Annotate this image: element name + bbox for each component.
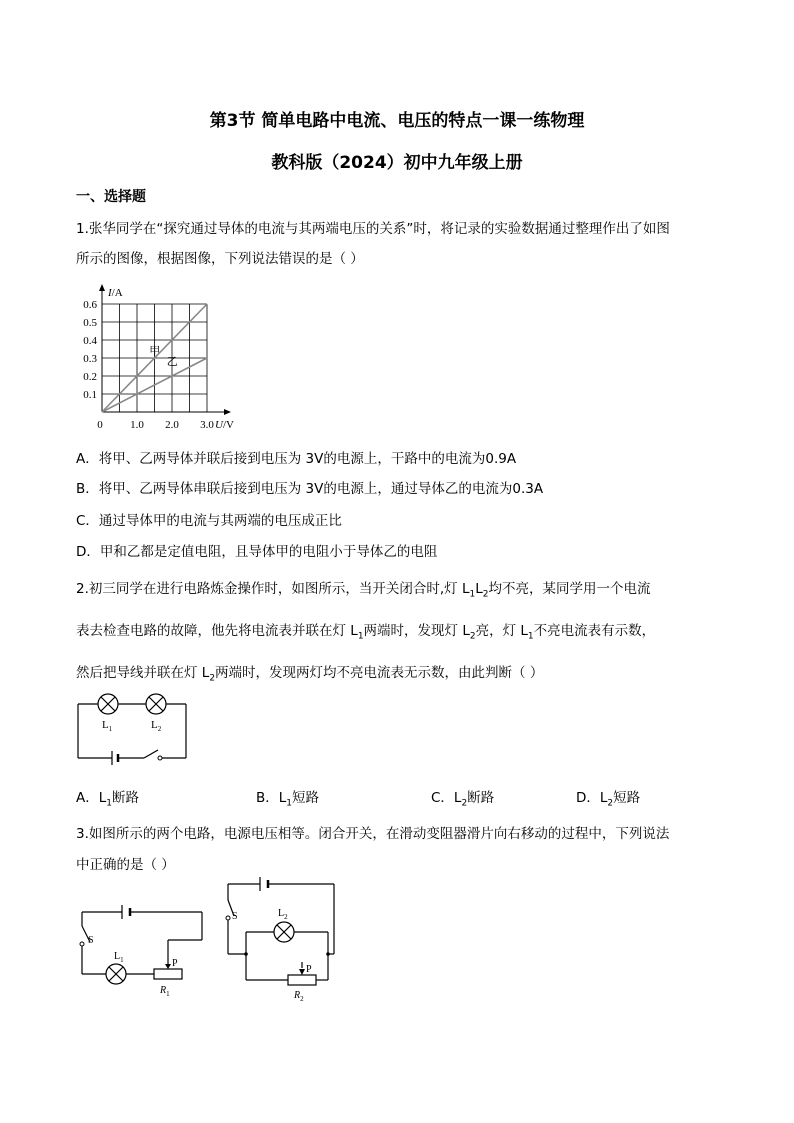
battery-icon: [112, 751, 118, 765]
x-axis-arrow-icon: [224, 409, 231, 415]
y-axis-label: I/A: [108, 287, 123, 299]
q1-stem-line2: 所示的图像，根据图像，下列说法错误的是（ ）: [76, 251, 364, 267]
y-tick-label: 0.6: [83, 299, 97, 311]
rheostat-r2-icon: [288, 969, 316, 985]
label-l2: $L_2$: [278, 908, 288, 921]
x-axis-label: U/V: [215, 419, 234, 431]
q2-option-a[interactable]: A．$L_1$断路: [76, 790, 139, 809]
y-tick-label: 0.4: [83, 335, 97, 347]
q3-stem-line1: 3.如图所示的两个电路，电源电压相等。闭合开关，在滑动变阻器滑片向右移动的过程中，下列说法: [76, 826, 670, 842]
q2-stem-line1: 2.初三同学在进行电路炼金操作时，如图所示，当开关闭合时,灯 $L_1L_2$均不亮，某同学用一个电流: [76, 581, 651, 600]
q1-option-c[interactable]: C．通过导体甲的电流与其两端的电压成正比: [76, 513, 342, 529]
label-r1: $R_1$: [160, 985, 170, 998]
q3-circuit-2: [220, 874, 350, 1004]
x-tick-label: 0: [97, 419, 103, 431]
q1-stem-line1: 1.张华同学在“探究通过导体的电流与其两端电压的关系”时，将记录的实验数据通过整理作出了如图: [76, 221, 670, 237]
q1-option-b[interactable]: B．将甲、乙两导体串联后接到电压为 3V的电源上，通过导体乙的电流为0.3A: [76, 481, 544, 497]
y-axis-arrow-icon: [99, 284, 105, 291]
y-tick-label: 0.2: [83, 371, 97, 383]
q3-circuit-1: [74, 900, 214, 1000]
q2-option-b[interactable]: B．$L_1$短路: [256, 790, 320, 809]
q1-iu-chart: [70, 272, 260, 434]
y-tick-label: 0.1: [83, 389, 97, 401]
lamp-l1-icon: [106, 964, 126, 984]
label-p: P: [172, 958, 178, 969]
series-label-2: 乙: [166, 356, 178, 369]
rheostat-r1-icon: [154, 964, 182, 979]
q2-option-c[interactable]: C．$L_2$断路: [431, 790, 495, 809]
q2-stem-line2: 表去检查电路的故障，他先将电流表并联在灯 $L_1$两端时，发现灯 $L_2$亮，灯 $L_1$不亮电流表有示数，: [76, 623, 656, 642]
title-line-2: 教科版（2024）初中九年级上册: [271, 153, 523, 173]
battery-icon: [260, 877, 268, 891]
label-r2: $R_2$: [294, 990, 304, 1003]
y-tick-label: 0.3: [83, 353, 97, 365]
y-tick-label: 0.5: [83, 317, 97, 329]
q2-circuit-diagram: [72, 690, 192, 770]
lamp-l1-icon: [98, 694, 118, 714]
q1-option-a[interactable]: A．将甲、乙两导体并联后接到电压为 3V的电源上，干路中的电流为0.9A: [76, 451, 517, 467]
label-s: S: [88, 935, 94, 946]
section-heading: 一、选择题: [76, 189, 146, 205]
x-tick-label: 2.0: [165, 419, 179, 431]
label-p: P: [306, 964, 312, 975]
x-tick-label: 1.0: [130, 419, 144, 431]
q2-option-d[interactable]: D．$L_2$短路: [576, 790, 641, 809]
lamp-l2-icon: [274, 922, 294, 942]
series-label-1: 甲: [149, 345, 161, 358]
switch-icon: [158, 756, 162, 760]
q2-stem-line3: 然后把导线并联在灯 $L_2$两端时，发现两灯均不亮电流表无示数，由此判断（ ）: [76, 665, 544, 684]
lamp-l2-icon: [146, 694, 166, 714]
switch-icon: [226, 916, 230, 920]
label-s: S: [232, 911, 238, 922]
label-l1: $L_1$: [114, 951, 124, 964]
q3-stem-line2: 中正确的是（ ）: [76, 857, 175, 873]
switch-icon: [80, 942, 84, 946]
q1-option-d[interactable]: D．甲和乙都是定值电阻，且导体甲的电阻小于导体乙的电阻: [76, 544, 438, 560]
title-line-1: 第3节 简单电路中电流、电压的特点一课一练物理: [209, 111, 585, 131]
label-l2: $L_2$: [151, 719, 162, 733]
label-l1: $L_1$: [102, 719, 113, 733]
x-tick-label: 3.0: [200, 419, 214, 431]
battery-icon: [122, 905, 130, 919]
